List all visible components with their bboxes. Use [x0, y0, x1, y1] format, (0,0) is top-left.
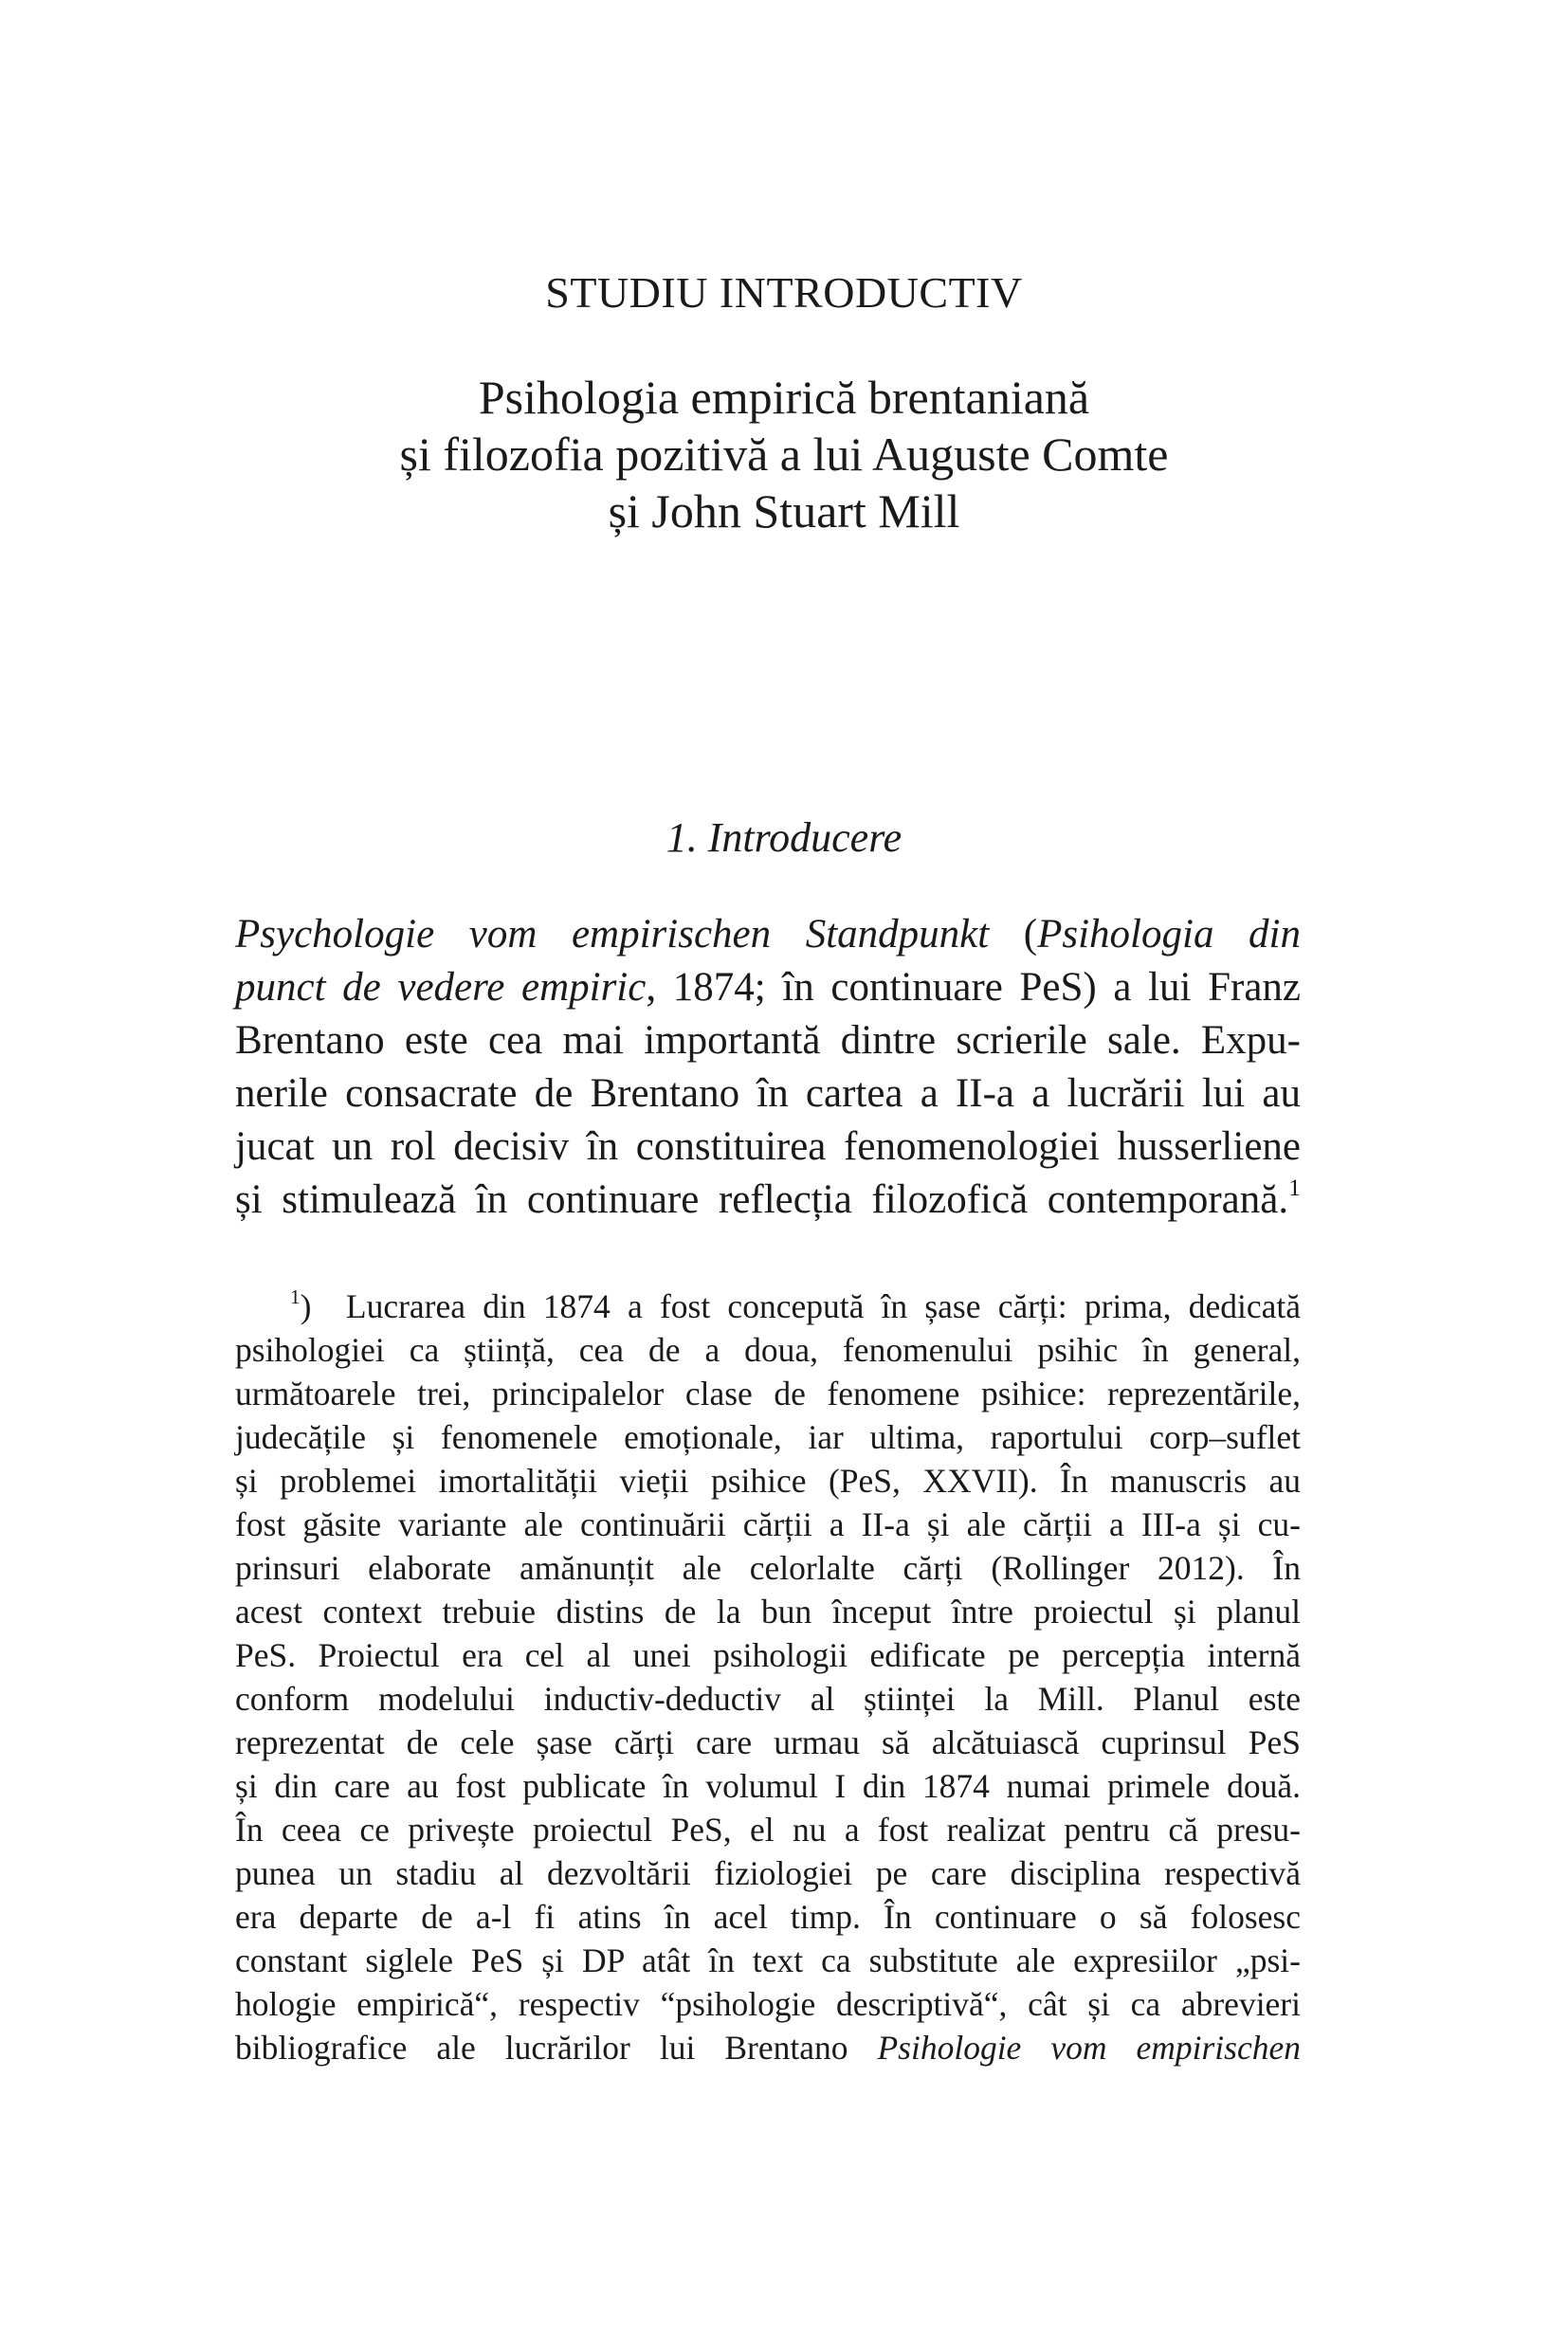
footnote-line-14: punea un stadiu al dezvoltării fiziologiei pe care disciplina respectivă [235, 1854, 1301, 1892]
footnote-line-11: reprezentat de cele șase cărți care urmau să alcătuiască cuprinsul PeS [235, 1723, 1301, 1761]
chapter-title-line-2: și filozofia pozitivă a lui Auguste Comte [399, 428, 1169, 481]
body-line-4: nerile consacrate de Brentano în cartea a II-a a lucrării lui au [235, 1071, 1301, 1116]
book-title-romanian: Psihologia din [1037, 912, 1301, 957]
footnote-line-16: constant siglele PeS și DP atât în text ca substitute ale expresiilor „psi- [235, 1941, 1301, 1979]
footnote-line-9: PeS. Proiectul era cel al unei psihologii edificate pe percepția internă [235, 1636, 1301, 1674]
body-line-2: punct de vedere empiric, 1874; în continuare PeS) a lui Franz [235, 965, 1301, 1010]
book-title-italic: Psihologie vom empirischen [877, 2029, 1301, 2067]
section-number: 1. [665, 814, 698, 861]
body-line-5: jucat un rol decisiv în constituirea fenomenologiei husserliene [235, 1124, 1301, 1169]
footnote-line-7: prinsuri elaborate amănunțit ale celorlalte cărți (Rollinger 2012). În [235, 1549, 1301, 1587]
footnote-line-12: și din care au fost publicate în volumul I din 1874 numai primele două. [235, 1767, 1301, 1805]
footnote-line-15: era departe de a-l fi atins în acel timp. În continuare o să folosesc [235, 1898, 1301, 1936]
footnote-line-2: psihologiei ca știință, cea de a doua, fenomenului psihic în general, [235, 1331, 1301, 1369]
chapter-heading: STUDIU INTRODUCTIV [545, 268, 1023, 317]
book-title-romanian-cont: punct de vedere empiric [235, 965, 647, 1010]
body-line-3: Brentano este cea mai importantă dintre scrierile sale. Expu- [235, 1018, 1301, 1063]
section-title: Introducere [707, 814, 903, 861]
chapter-title-line-1: Psihologia empirică brentaniană [478, 371, 1090, 424]
footnote-line-3: următoarele trei, principalelor clase de fenomene psihice: reprezentările, [235, 1375, 1301, 1412]
body-line-1: Psychologie vom empirischen Standpunkt (Psihologia din [235, 912, 1301, 957]
footnote-line-17: hologie empirică“, respectiv “psihologie descriptivă“, cât și ca abrevieri [235, 1985, 1301, 2023]
footnote-line-10: conform modelului inductiv-deductiv al științei la Mill. Planul este [235, 1680, 1301, 1718]
footnote-line-18: bibliografice ale lucrărilor lui Brentano Psihologie vom empirischen [235, 2029, 1301, 2067]
section-heading [0, 813, 1568, 862]
body-line-6: și stimulează în continuare reflecția filozofică contemporană.$^1$ [235, 1173, 1301, 1222]
footnote-reference[interactable]: 1 [1288, 1173, 1301, 1201]
footnote-line-6: fost găsite variante ale continuării cărții a II-a și ale cărții a III-a și cu- [235, 1505, 1301, 1543]
footnote-line-1: $^1$) Lucrarea din 1874 a fost concepută în șase cărți: prima, dedicată [290, 1285, 1301, 1325]
book-title-german: Psychologie vom empirischen Standpunkt [235, 912, 990, 957]
chapter-title-line-3: și John Stuart Mill [608, 484, 960, 538]
footnote-marker: 1 [290, 1285, 301, 1309]
footnote-line-13: În ceea ce privește proiectul PeS, el nu a fost realizat pentru că presu- [235, 1811, 1301, 1849]
footnote-line-8: acest context trebuie distins de la bun început între proiectul și planul [235, 1593, 1301, 1631]
footnote-line-4: judecățile și fenomenele emoționale, iar ultima, raportului corp–suflet [235, 1418, 1301, 1456]
footnote-line-5: și problemei imortalității vieții psihice (PeS, XXVII). În manuscris au [235, 1462, 1301, 1500]
